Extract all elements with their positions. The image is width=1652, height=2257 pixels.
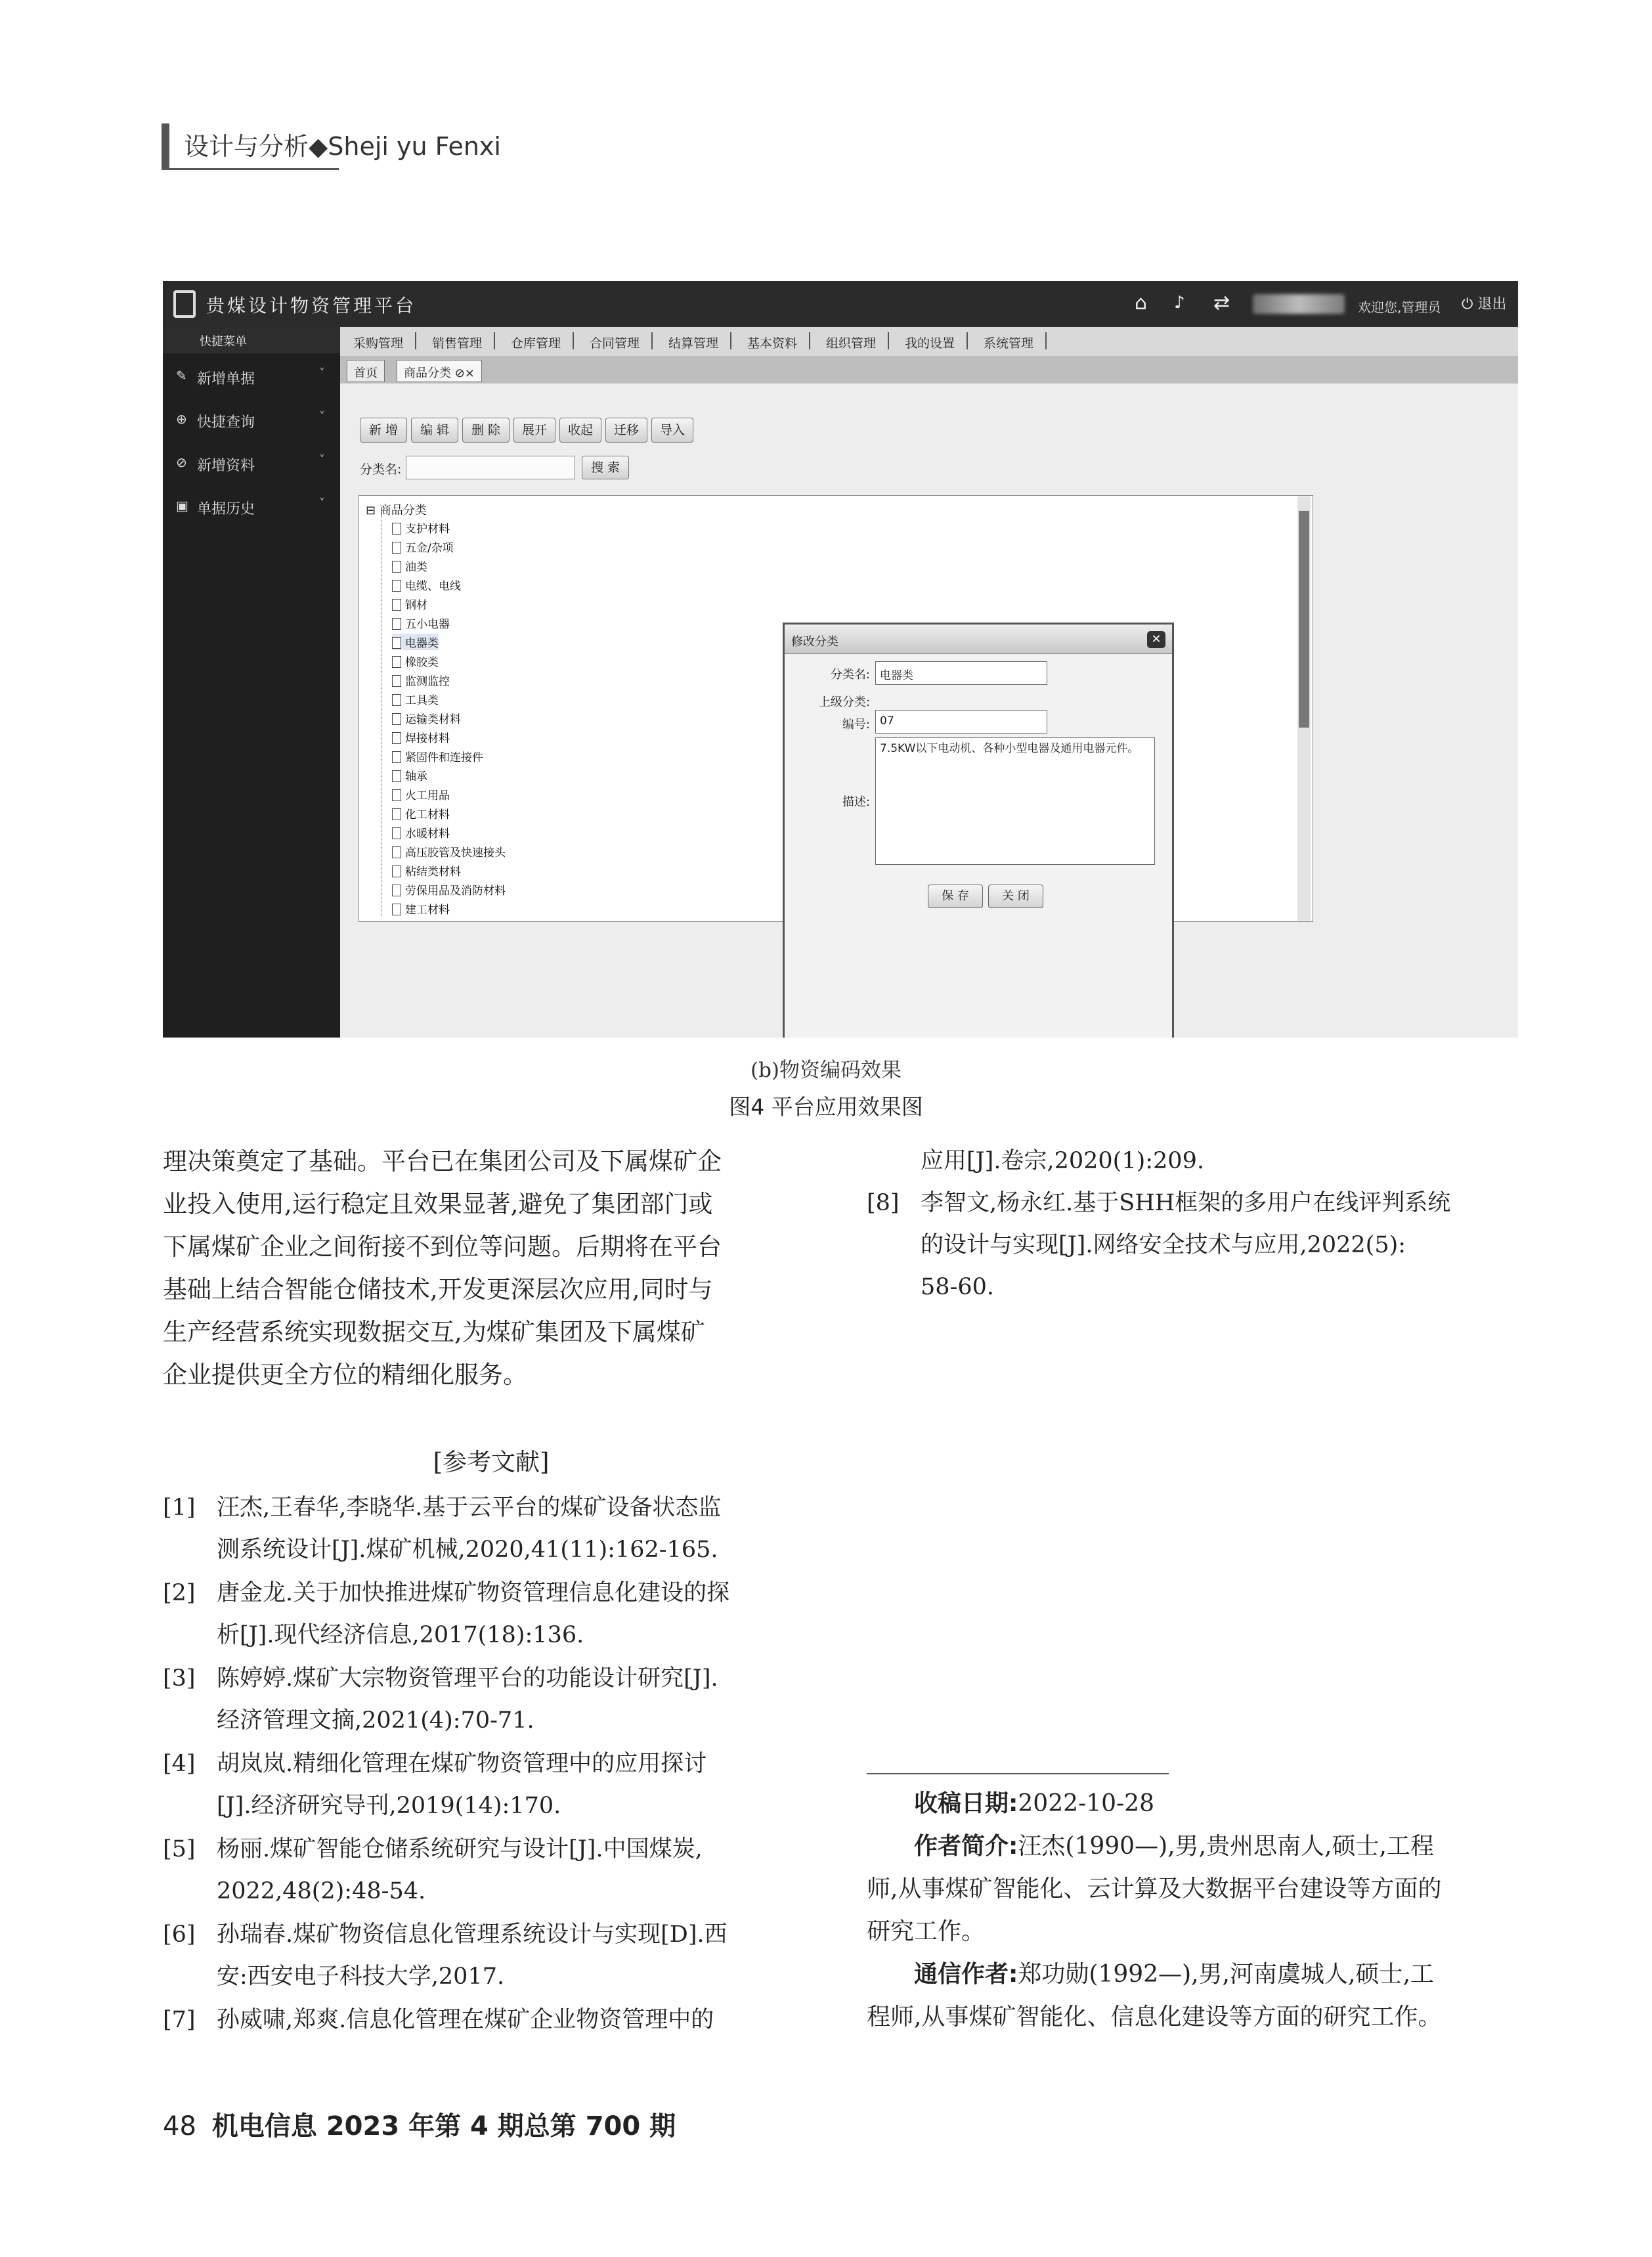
logout-button[interactable] (1462, 293, 1506, 313)
tree-root[interactable]: ⊟ 商品分类 (366, 504, 427, 517)
main-menu-bar (340, 327, 1518, 357)
power-icon: ⏻ (1462, 296, 1473, 313)
file-icon (392, 732, 401, 744)
menu-separator (967, 332, 968, 349)
text-line: 理决策奠定了基础。平台已在集团公司及下属煤矿企 (163, 1147, 722, 1175)
subfigure-caption: (b)物资编码效果 (750, 1059, 902, 1082)
welcome-text: 欢迎您,管理员 (1358, 299, 1441, 315)
name-label: 分类名: (830, 668, 870, 682)
delete-button[interactable]: 删 除 (462, 418, 510, 443)
text-line: 下属煤矿企业之间衔接不到位等问题。后期将在平台 (163, 1233, 722, 1261)
tree-item[interactable]: 焊接材料 (392, 729, 450, 745)
search-button[interactable]: 搜 索 (582, 456, 629, 479)
tree-guide-line (381, 515, 382, 916)
menu-purchase[interactable]: 采购管理 (353, 336, 404, 351)
logout-label: 退出 (1477, 296, 1507, 313)
app-topbar (163, 281, 1518, 327)
search-icon: ⊕ (176, 411, 187, 427)
text-line: 企业提供更全方位的精细化服务。 (163, 1361, 527, 1389)
menu-separator (651, 332, 653, 349)
reference-entry: [1] 汪杰,王春华,李晓华.基于云平台的煤矿设备状态监 测系统设计[J].煤矿机械,2020,41(11):162-165. (163, 1495, 722, 1563)
chevron-down-icon: ˅ (319, 453, 325, 467)
reference-entry: [6] 孙瑞春.煤矿物资信息化管理系统设计与实现[D].西 安:西安电子科技大学,2017. (163, 1921, 728, 1990)
menu-basic-data[interactable]: 基本资料 (747, 336, 798, 351)
tab-home[interactable]: 首页 (347, 360, 385, 382)
tree-item[interactable]: 建工材料 (392, 900, 450, 917)
file-icon (392, 675, 401, 687)
reference-entry: [2] 唐金龙.关于加快推进煤矿物资管理信息化建设的探 析[J].现代经济信息,2017(18):136. (163, 1580, 730, 1648)
text-line: 基础上结合智能仓储技术,开发更深层次应用,同时与 (163, 1275, 713, 1304)
menu-separator (573, 332, 574, 349)
text-line: 生产经营系统实现数据交互,为煤矿集团及下属煤矿 (163, 1318, 705, 1346)
file-icon (392, 599, 401, 611)
edit-icon: ✎ (176, 368, 187, 383)
close-button[interactable]: 关 闭 (988, 885, 1043, 908)
tab-bar (340, 356, 1518, 383)
reference-entry: [5] 杨丽.煤矿智能仓储系统研究与设计[J].中国煤炭, 2022,48(2):48-54. (163, 1836, 703, 1904)
tree-item[interactable]: 粘结类材料 (392, 862, 461, 879)
new-button[interactable]: 新 增 (360, 418, 407, 443)
tab-product-category[interactable]: 商品分类 ⊘× (397, 360, 482, 382)
code-label: 编号: (842, 718, 870, 732)
tree-item[interactable]: 化工材料 (392, 805, 450, 822)
file-icon (392, 637, 401, 649)
menu-separator (730, 332, 731, 349)
menu-organization[interactable]: 组织管理 (826, 336, 877, 351)
tree-item[interactable]: 钢材 (392, 596, 427, 612)
sidebar (163, 327, 340, 1038)
collapse-button[interactable]: 收起 (559, 418, 601, 443)
content-area (340, 383, 1518, 1038)
category-name-label: 分类名: (360, 462, 402, 477)
tree-item[interactable]: 火工用品 (392, 786, 450, 802)
import-button[interactable]: 导入 (651, 418, 693, 443)
code-input[interactable]: 07 (875, 710, 1047, 734)
dialog-title-bar (785, 625, 1172, 654)
corresponding-author: 通信作者:郑功勋(1992—),男,河南虞城人,硕士,工 程师,从事煤矿智能化、信息化建设等方面的研究工作。 (867, 1961, 1442, 2030)
info-icon: ⊘ (176, 454, 187, 470)
sidebar-item-quick-query[interactable]: ⊕ 快捷查询 ˅ (176, 410, 325, 431)
file-icon (392, 770, 401, 782)
header-section: 设计与分析 (184, 132, 309, 161)
parent-label: 上级分类: (818, 695, 870, 709)
header-pinyin: Sheji yu Fenxi (328, 132, 501, 161)
history-icon: ▣ (176, 498, 188, 514)
migrate-button[interactable]: 迁移 (605, 418, 647, 443)
references-heading: [参考文献] (433, 1448, 550, 1476)
file-icon (392, 694, 401, 706)
tree-item[interactable]: 水暖材料 (392, 824, 450, 841)
tree-item[interactable]: 高压胶管及快速接头 (392, 843, 506, 860)
tree-item[interactable]: 电缆、电线 (392, 577, 461, 593)
name-input[interactable]: 电器类 (875, 661, 1047, 685)
menu-separator (494, 332, 495, 349)
app-title: 贵煤设计物资管理平台 (206, 295, 417, 317)
menu-sales[interactable]: 销售管理 (432, 336, 483, 351)
file-icon (392, 618, 401, 630)
tree-item[interactable]: 紧固件和连接件 (392, 748, 483, 764)
page-number: 48 (163, 2111, 196, 2141)
chevron-down-icon: ˅ (319, 410, 325, 424)
reference-entry: [7] 孙威啸,郑爽.信息化管理在煤矿企业物资管理中的 (163, 2007, 714, 2033)
menu-separator (1045, 332, 1047, 349)
tree-item[interactable]: 支护材料 (392, 519, 450, 536)
blurred-username (1253, 294, 1345, 314)
tree-item[interactable]: 五金/杂项 (392, 538, 454, 555)
file-icon (392, 542, 401, 554)
platform-screenshot (163, 281, 1518, 1038)
category-name-input[interactable] (406, 456, 575, 479)
menu-separator (888, 332, 889, 349)
file-icon (392, 885, 401, 896)
footnote-rule (867, 1773, 1169, 1774)
tree-item-selected[interactable]: 电器类 (392, 634, 439, 650)
reference-entry: [3] 陈婷婷.煤矿大宗物资管理平台的功能设计研究[J]. 经济管理文摘,2021(4):70-71. (163, 1665, 718, 1734)
reference-continuation: 应用[J].卷宗,2020(1):209. (921, 1148, 1204, 1174)
tree-item[interactable]: 工具类 (392, 691, 439, 707)
tree-item[interactable]: 监测监控 (392, 672, 450, 688)
file-icon (392, 904, 401, 915)
quick-menu-header: 快捷菜单 (163, 327, 340, 353)
menu-separator (415, 332, 416, 349)
header-rule (162, 168, 339, 170)
save-button[interactable]: 保 存 (928, 885, 983, 908)
close-icon[interactable]: ✕ (1147, 631, 1165, 648)
description-textarea[interactable]: 7.5KW以下电动机、各种小型电器及通用电器元件。 (875, 737, 1155, 865)
file-icon (392, 789, 401, 801)
file-icon (392, 866, 401, 877)
bell-icon[interactable]: ♪ (1174, 293, 1185, 313)
chevron-down-icon: ˅ (319, 366, 325, 380)
tree-item[interactable]: 劳保用品及消防材料 (392, 881, 506, 898)
tree-item[interactable]: 轴承 (392, 767, 427, 783)
expand-button[interactable]: 展开 (513, 418, 555, 443)
file-icon (392, 713, 401, 725)
reference-entry: [4] 胡岚岚.精细化管理在煤矿物资管理中的应用探讨 [J].经济研究导刊,2019(14):170. (163, 1751, 707, 1819)
menu-my-settings[interactable]: 我的设置 (905, 336, 955, 351)
file-icon (392, 561, 401, 573)
file-icon (392, 656, 401, 668)
sidebar-item-new-doc[interactable]: ✎ 新增单据 ˅ (176, 366, 325, 387)
author-bio: 作者简介:汪杰(1990—),男,贵州思南人,硕士,工程 师,从事煤矿智能化、云计算及大数据平台建设等方面的 研究工作。 (867, 1833, 1442, 1945)
dialog-title: 修改分类 (791, 635, 838, 649)
file-icon (392, 523, 401, 535)
page-footer (163, 2105, 676, 2143)
file-icon (392, 751, 401, 763)
running-header (184, 126, 501, 162)
file-icon (392, 808, 401, 820)
app-logo-icon (173, 290, 196, 318)
menu-contract[interactable]: 合同管理 (590, 336, 640, 351)
header-accent-bar (162, 123, 169, 168)
tree-item[interactable]: 油类 (392, 558, 427, 574)
tree-scrollbar-thumb[interactable] (1299, 511, 1309, 728)
desc-label: 描述: (842, 795, 870, 809)
menu-system[interactable]: 系统管理 (984, 336, 1034, 351)
swap-icon[interactable]: ⇄ (1213, 292, 1230, 315)
home-icon[interactable]: ⌂ (1135, 292, 1148, 315)
tree-item[interactable]: 橡胶类 (392, 653, 439, 669)
journal-info: 机电信息 2023 年第 4 期总第 700 期 (211, 2111, 676, 2141)
edit-button[interactable]: 编 辑 (411, 418, 458, 443)
file-icon (392, 827, 401, 839)
sidebar-item-doc-history[interactable]: ▣ 单据历史 ˅ (176, 496, 325, 517)
received-date: 收稿日期:2022-10-28 (914, 1790, 1154, 1817)
text-line: 业投入使用,运行稳定且效果显著,避免了集团部门或 (163, 1190, 713, 1218)
edit-category-dialog (783, 623, 1174, 1038)
sidebar-item-new-data[interactable]: ⊘ 新增资料 ˅ (176, 453, 325, 474)
tree-item[interactable]: 五小电器 (392, 615, 450, 631)
figure-caption: 图4 平台应用效果图 (729, 1094, 923, 1120)
header-diamond: ◆ (309, 132, 328, 161)
file-icon (392, 580, 401, 592)
menu-warehouse[interactable]: 仓库管理 (511, 336, 561, 351)
chevron-down-icon: ˅ (319, 496, 325, 510)
file-icon (392, 846, 401, 858)
reference-entry: [8] 李智文,杨永红.基于SHH框架的多用户在线评判系统 的设计与实现[J].网络安全技术与应用,2022(5): 58-60. (867, 1190, 1451, 1300)
body-paragraph (163, 1140, 819, 1396)
tree-item[interactable]: 运输类材料 (392, 710, 461, 726)
menu-separator (809, 332, 810, 349)
menu-settlement[interactable]: 结算管理 (668, 336, 719, 351)
